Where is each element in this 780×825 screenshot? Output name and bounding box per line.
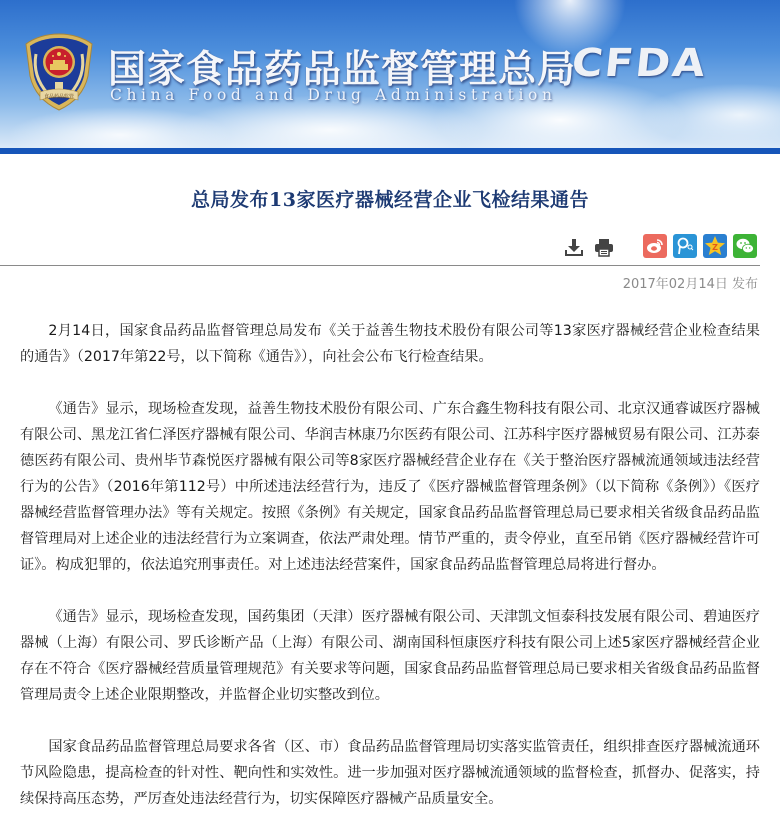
paragraph: 《通告》显示，现场检查发现，国药集团（天津）医疗器械有限公司、天津凯文恒泰科技发展有限公司、碧迪医疗器械（上海）有限公司、罗氏诊断产品（上海）有限公司、湖南国科恒康医疗科技有限公司上述5家医疗器械经营企业存在不符合《医疗器械经营质量管理规范》有关要求等问题，国家食品药品监督管理总局已要求相关省级食品药品监督管理局责令上述企业限期整改，并监督企业切实整改到位。 [20,609,760,703]
download-button[interactable] [563,236,585,258]
article-body [20,318,760,825]
paragraph: 国家食品药品监督管理总局要求各省（区、市）食品药品监督管理局切实落实监管责任，组织排查医疗器械流通环节风险隐患，提高检查的针对性、靶向性和实效性。进一步加强对医疗器械流通领域的监督检查，抓督办、促落实，持续保持高压态势，严厉查处违法经营行为，切实保障医疗器械产品质量安全。 [20,739,760,807]
svg-text:Z: Z [712,243,718,252]
paragraph: 《通告》显示，现场检查发现，益善生物技术股份有限公司、广东合鑫生物科技有限公司、北京汉通睿诚医疗器械有限公司、黑龙江省仁泽医疗器械有限公司、华润吉林康乃尔医药有限公司、江苏科宇医疗器械贸易有限公司、江苏泰德医药有限公司、贵州毕节森悦医疗器械有限公司等8家医疗器械经营企业存在《关于整治医疗器械流通领域违法经营行为的公告》（2016年第112号）中所述违法经营行为，违反了《医疗器械监督管理条例》（以下简称《条例》）《医疗器械经营监督管理办法》等有关规定。按照《条例》有关规定，国家食品药品监督管理总局已要求相关省级食品药品监督管理局对上述企业的违法经营行为立案调查，依法严肃处理。情节严重的，责令停业，直至吊销《医疗器械经营许可证》。构成犯罪的，依法追究刑事责任。对上述违法经营案件，国家食品药品监督管理总局将进行督办。 [20,401,760,573]
share-tencent-weibo-button[interactable] [673,234,697,258]
cfda-emblem-icon [22,32,96,112]
meta-divider [0,265,760,266]
header-divider [0,148,780,154]
share-bar [643,234,757,258]
share-wechat-button[interactable] [733,234,757,258]
site-banner [0,0,780,148]
article-title: 总局发布13家医疗器械经营企业飞检结果通告 [191,189,589,211]
weibo-icon [645,236,665,256]
print-icon [594,237,614,257]
article-toolbar [563,235,615,259]
print-button[interactable] [593,236,615,258]
download-icon [564,237,584,257]
svg-text:食品药品监管: 食品药品监管 [43,94,75,100]
site-title-cn: 国家食品药品监督管理总局 [108,46,577,91]
paragraph: 2月14日，国家食品药品监督管理总局发布《关于益善生物技术股份有限公司等13家医疗器械经营企业检查结果的通告》（2017年第22号，以下简称《通告》），向社会公布飞行检查结果。 [20,323,760,365]
share-weibo-button[interactable] [643,234,667,258]
share-qzone-button[interactable] [703,234,727,258]
publish-date: 2017年02月14日 发布 [622,277,758,292]
qzone-icon [704,235,726,257]
cfda-logo: CFDA [569,39,710,86]
wechat-icon [735,236,755,256]
site-title-en: China Food and Drug Administration [110,86,557,104]
tencent-weibo-icon [675,236,695,256]
